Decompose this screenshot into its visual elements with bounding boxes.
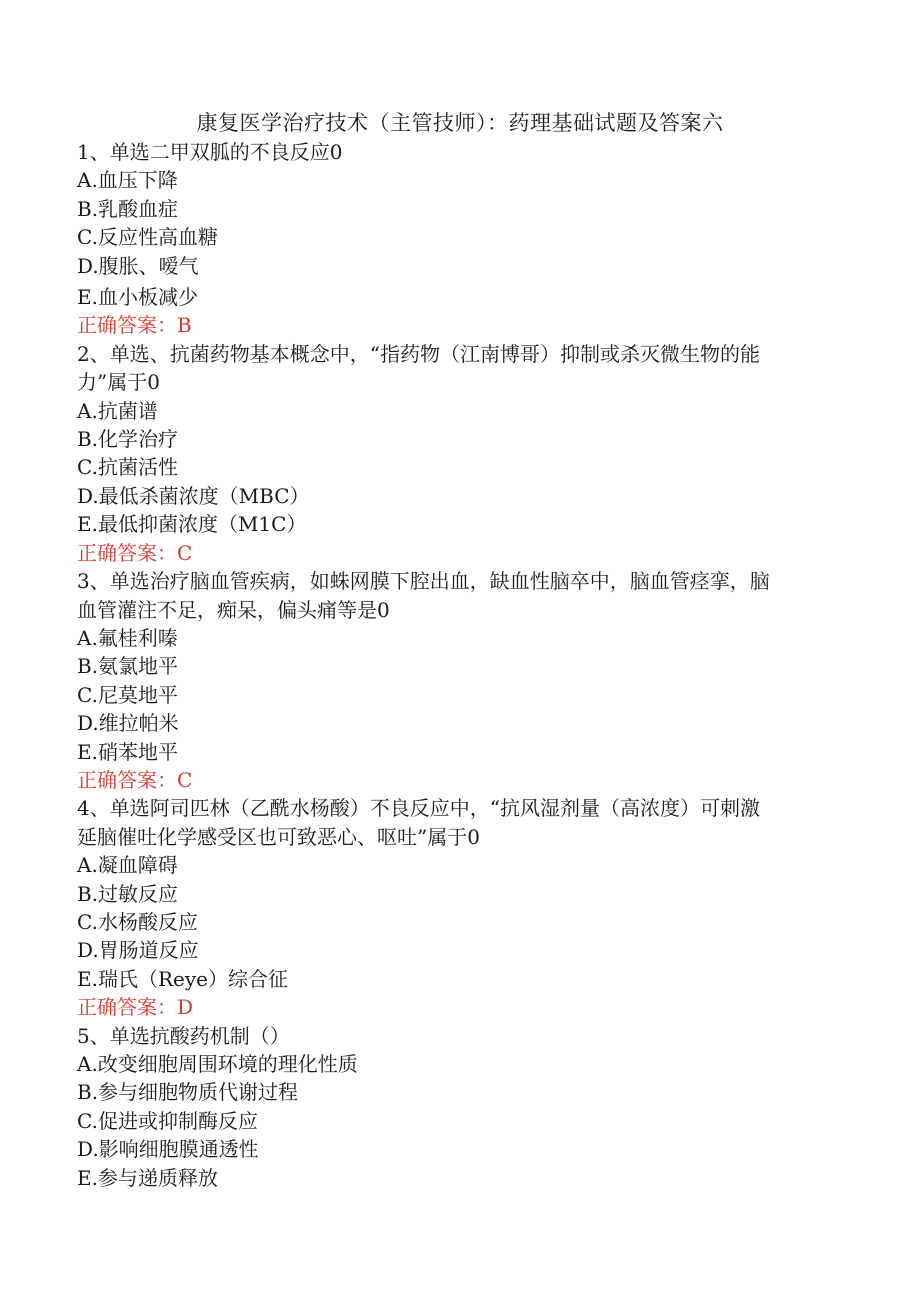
question-5-option-d: D.影响细胞膜通透性 (77, 1137, 259, 1162)
question-5-option-b: B.参与细胞物质代谢过程 (77, 1080, 299, 1105)
question-5-option-c: C.促进或抑制酶反应 (77, 1108, 258, 1133)
question-4-option-e: E.瑞氏（Reye）综合征 (77, 966, 288, 991)
question-list (77, 138, 837, 1192)
question-4-option-b: B.过敏反应 (77, 881, 179, 906)
question-1-option-e: E.血小板减少 (77, 285, 198, 310)
question-1 (77, 138, 837, 340)
question-2-stem-line-2: 力”属于0 (77, 370, 160, 395)
question-2-option-e: E.最低抑菌浓度（M1C） (77, 512, 307, 537)
question-5 (77, 1022, 837, 1192)
document-title: 康复医学治疗技术（主管技师）：药理基础试题及答案六 (196, 111, 724, 135)
question-1-stem: 1、单选二甲双胍的不良反应0 (77, 140, 343, 164)
question-3-stem-line-2: 血管灌注不足，痴呆，偏头痛等是0 (77, 597, 390, 622)
question-4 (77, 794, 837, 1021)
question-5-stem: 5、单选抗酸药机制（） (77, 1023, 290, 1048)
question-3-option-e: E.硝苯地平 (77, 739, 178, 764)
question-3 (77, 567, 837, 794)
question-2-option-a: A.抗菌谱 (77, 398, 158, 423)
question-4-stem-line-2: 延脑催吐化学感受区也可致恶心、呕吐”属于0 (77, 824, 480, 849)
question-2-option-c: C.抗菌活性 (77, 455, 178, 480)
question-2-option-d: D.最低杀菌浓度（MBC） (77, 483, 310, 508)
question-2 (77, 340, 837, 567)
question-2-answer: 正确答案：C (77, 540, 193, 565)
question-4-answer: 正确答案：D (77, 995, 194, 1020)
question-1-option-b: B.乳酸血症 (77, 196, 179, 221)
question-1-option-c: C.反应性高血糖 (77, 225, 218, 250)
question-1-option-a: A.血压下降 (77, 168, 178, 193)
question-4-option-a: A.凝血障碍 (77, 853, 178, 878)
question-4-option-d: D.胃肠道反应 (77, 938, 199, 963)
question-4-option-c: C.水杨酸反应 (77, 909, 198, 934)
question-3-stem-line-1: 3、单选治疗脑血管疾病，如蛛网膜下腔出血，缺血性脑卒中，脑血管痉挛，脑 (77, 569, 770, 594)
question-3-option-c: C.尼莫地平 (77, 682, 178, 707)
question-3-option-d: D.维拉帕米 (77, 711, 179, 736)
question-1-answer: 正确答案：B (77, 313, 192, 338)
question-2-option-b: B.化学治疗 (77, 427, 179, 452)
question-5-option-e: E.参与递质释放 (77, 1165, 218, 1190)
question-3-option-b: B.氨氯地平 (77, 654, 179, 679)
question-4-stem-line-1: 4、单选阿司匹林（乙酰水杨酸）不良反应中，“抗风湿剂量（高浓度）可刺激 (77, 796, 760, 821)
question-5-option-a: A.改变细胞周围环境的理化性质 (77, 1052, 358, 1076)
question-2-stem-line-1: 2、单选、抗菌药物基本概念中，“指药物（江南博哥）抑制或杀灭微生物的能 (77, 341, 760, 366)
question-3-answer: 正确答案：C (77, 767, 193, 792)
question-1-option-d: D.腹胀、嗳气 (77, 253, 199, 278)
question-3-option-a: A.氟桂利嗪 (77, 625, 178, 650)
